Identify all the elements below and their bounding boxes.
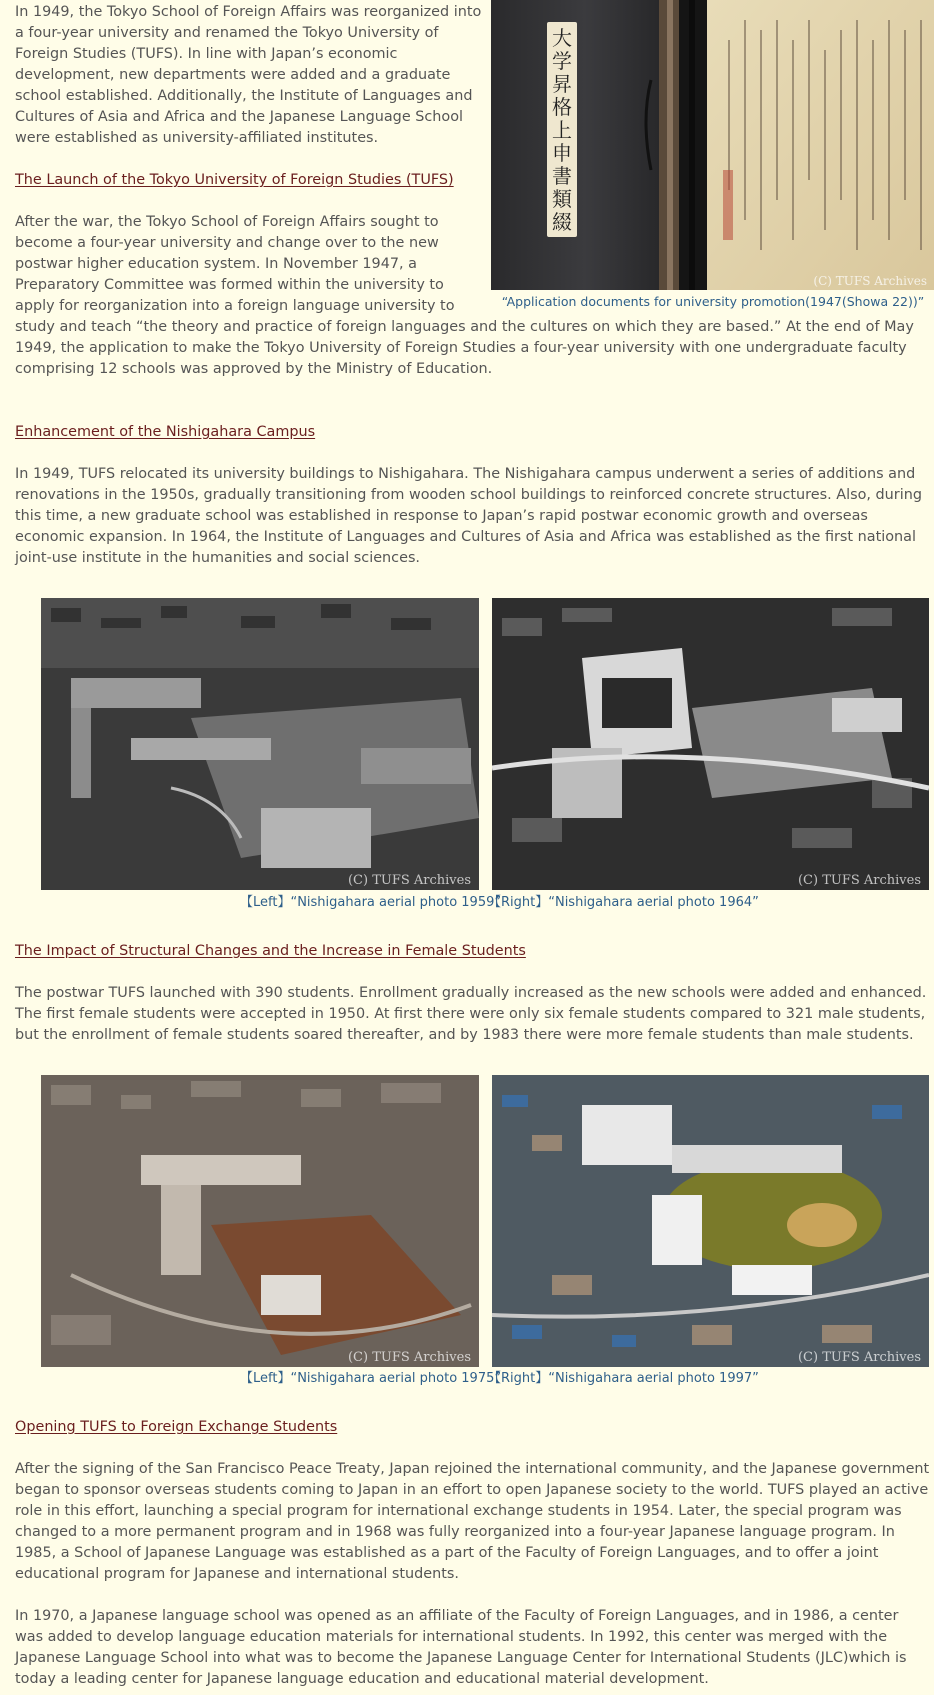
- caption-right-1964: 【Right】“Nishigahara aerial photo 1964”: [488, 895, 759, 910]
- section-heading-campus: Enhancement of the Nishigahara Campus: [15, 424, 316, 440]
- caption-right-1997: 【Right】“Nishigahara aerial photo 1997”: [488, 1371, 759, 1386]
- book-title-label: [552, 26, 572, 234]
- aerial-photo-1959: [41, 598, 479, 890]
- svg-text:学: 学: [552, 49, 572, 73]
- exchange-paragraph-2: In 1970, a Japanese language school was opened as an affiliate of the Faculty of Foreign Languages, and in 1986, a center was added to develop language education materials for international students. In 1992, this center was merged with the Japanese Language School into what was to become the Japanese Language Center for International Students (JLC)which is today a leading center for Japanese language education and educational material development.: [15, 1608, 907, 1687]
- section-heading-female-students: The Impact of Structural Changes and the Increase in Female Students: [15, 943, 526, 959]
- exchange-paragraph-1: After the signing of the San Francisco Peace Treaty, Japan rejoined the international community, and the Japanese government began to sponsor overseas students coming to Japan in an effort to open Japanese society to the world. TUFS played an active role in this effort, launching a special program for international exchange students in 1954. Later, the special program was changed to a more permanent program and in 1968 was fully reorganized into a four-year Japanese language program. In 1985, a School of Japanese Language was established as a part of the Faculty of Foreign Languages, and to offer a joint educational program for Japanese and international students.: [15, 1461, 930, 1582]
- section-heading-launch: The Launch of the Tokyo University of Foreign Studies (TUFS): [15, 172, 454, 188]
- svg-text:類: 類: [552, 187, 572, 211]
- aerial-photo-1975: [41, 1075, 479, 1367]
- application-documents-image: [491, 0, 934, 310]
- female-students-paragraph: The postwar TUFS launched with 390 students. Enrollment gradually increased as the new schools were added and enhanced. The first female students were accepted in 1950. At first there were only six female students compared to 321 male students, but the enrollment of female students soared thereafter, and by 1983 there were more female students than male students.: [15, 985, 927, 1043]
- campus-paragraph: In 1949, TUFS relocated its university buildings to Nishigahara. The Nishigahara campus underwent a series of additions and renovations in the 1950s, gradually transitioning from wooden school buildings to reinforced concrete structures. Also, during this time, a new graduate school was established in response to Japan’s rapid postwar economic growth and overseas economic expansion. In 1964, the Institute of Languages and Cultures of Asia and Africa was established as the first national joint-use institute in the humanities and social sciences.: [15, 466, 922, 566]
- svg-text:上: 上: [552, 118, 572, 142]
- watermark: (C) TUFS Archives: [347, 1350, 471, 1365]
- aerial-photo-1997: [492, 1075, 929, 1367]
- caption-left-1959: 【Left】“Nishigahara aerial photo 1959”: [240, 895, 502, 910]
- watermark: (C) TUFS Archives: [797, 873, 921, 888]
- aerial-photo-1964: [492, 598, 929, 890]
- svg-text:昇: 昇: [552, 72, 572, 96]
- svg-text:大: 大: [552, 26, 572, 50]
- svg-text:申: 申: [552, 141, 572, 165]
- watermark: (C) TUFS Archives: [813, 274, 927, 288]
- watermark: (C) TUFS Archives: [797, 1350, 921, 1365]
- launch-paragraph: After the war, the Tokyo School of Foreign Affairs sought to become a four-year university and change over to the new postwar higher education system. In November 1947, a Preparatory Committee was formed within the university to apply for reorganization into a foreign language university to study and teach “the theory and practice of foreign languages and the cultures on which they are based.” At the end of May 1949, the application to make the Tokyo University of Foreign Studies a four-year university with one undergraduate faculty comprising 12 schools was approved by the Ministry of Education.: [15, 214, 914, 377]
- svg-text:格: 格: [552, 95, 572, 119]
- application-documents-photo: [491, 0, 934, 310]
- section-heading-exchange-students: Opening TUFS to Foreign Exchange Students: [15, 1419, 338, 1435]
- intro-block: [15, 2, 928, 380]
- svg-text:綴: 綴: [552, 210, 572, 234]
- watermark: (C) TUFS Archives: [347, 873, 471, 888]
- intro-paragraph: In 1949, the Tokyo School of Foreign Affairs was reorganized into a four-year university and renamed the Tokyo University of Foreign Studies (TUFS). In line with Japan’s economic development, new departments were added and a graduate school established. Additionally, the Institute of Languages and Cultures of Asia and Africa and the Japanese Language School were established as university-affiliated institutes.: [15, 4, 482, 146]
- application-documents-caption: “Application documents for university promotion(1947(Showa 22))”: [501, 294, 925, 309]
- svg-text:書: 書: [552, 164, 572, 188]
- caption-left-1975: 【Left】“Nishigahara aerial photo 1975”: [240, 1371, 502, 1386]
